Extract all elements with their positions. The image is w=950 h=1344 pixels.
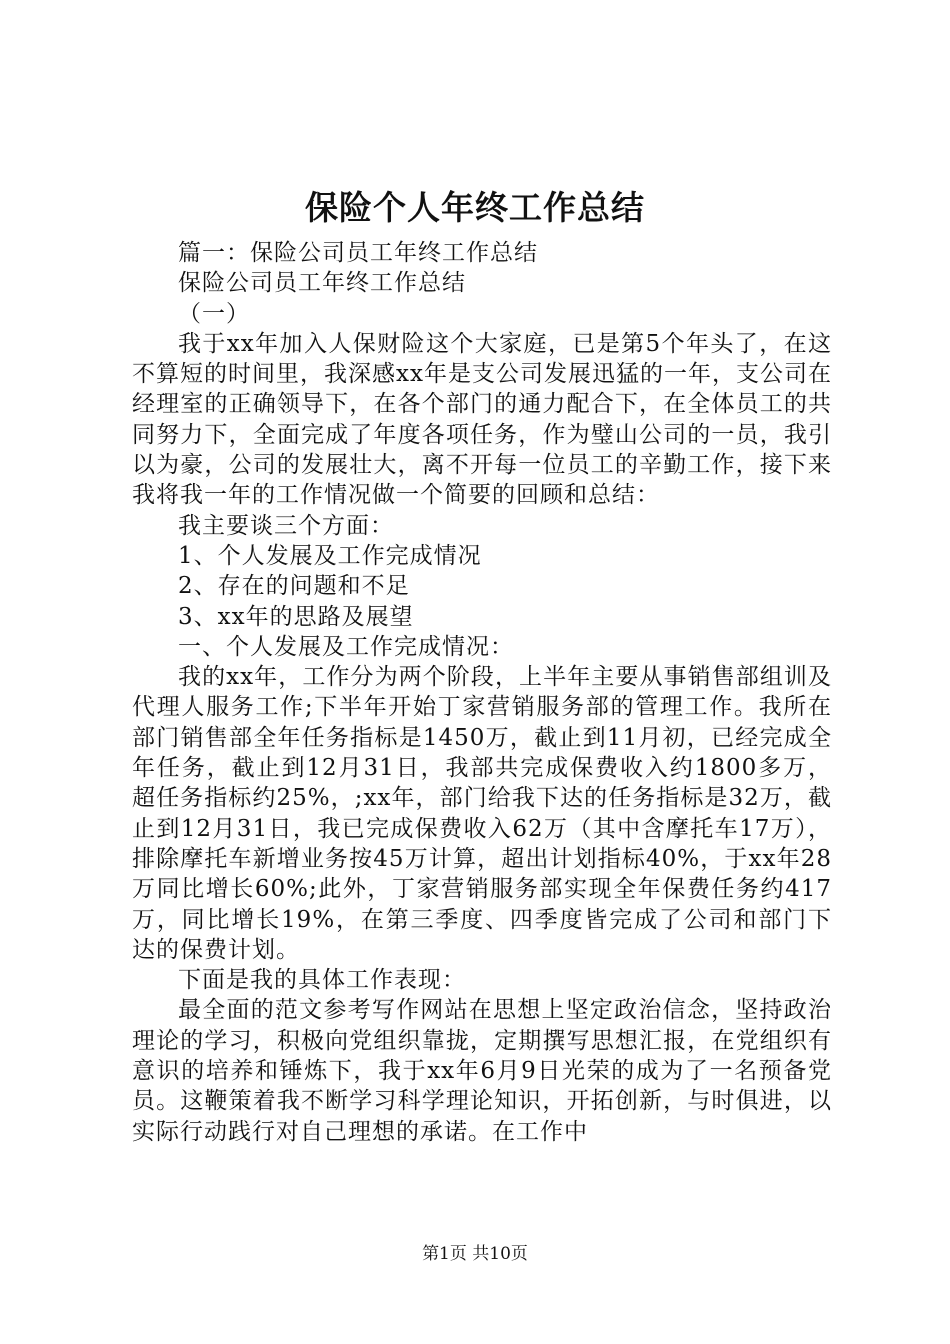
paragraph-three-aspects: 我主要谈三个方面： — [178, 512, 394, 539]
document-title: 保险个人年终工作总结 — [305, 188, 645, 227]
paragraph-performance-detail: 最全面的范文参考写作网站在思想上坚定政治信念，坚持政治理论的学习，积极向党组织靠拢，定期撰写思想汇报，在党组织有意识的培养和锤炼下，我于xx年6月9日光荣的成为了一名预备党员。这鞭策着我不断学习科学理论知识，开拓创新，与时俱进，以实际行动践行对自己理想的承诺。在工作中 — [132, 997, 832, 1145]
paragraph-section-heading: 篇一：保险公司员工年终工作总结 — [178, 240, 538, 266]
document-body — [132, 238, 832, 1147]
paragraph-intro: 我于xx年加入人保财险这个大家庭，已是第5个年头了，在这不算短的时间里，我深感xx年是支公司发展迅猛的一年，支公司在经理室的正确领导下，在各个部门的通力配合下，在全体员工的共同努力下，全面完成了年度各项任务，作为璧山公司的一员，我引以为豪，公司的发展壮大，离不开每一位员工的辛勤工作，接下来我将我一年的工作情况做一个简要的回顾和总结： — [132, 330, 832, 509]
paragraph-work-results: 我的xx年，工作分为两个阶段，上半年主要从事销售部组训及代理人服务工作;下半年开始丁家营销服务部的管理工作。我所在部门销售部全年任务指标是1450万，截止到11月初，已经完成全年任务，截止到12月31日，我部共完成保费收入约1800多万，超任务指标约25%，;xx年，部门给我下达的任务指标是32万，截止到12月31日，我已完成保费收入62万（其中含摩托车17万），排除摩托车新增业务按45万计算，超出计划指标40%，于xx年28万同比增长60%;此外，丁家营销服务部实现全年保费任务约417万，同比增长19%，在第三季度、四季度皆完成了公司和部门下达的保费计划。 — [132, 664, 832, 963]
paragraph-part-number: （一） — [178, 300, 250, 327]
paragraph-list-item-1: 1、个人发展及工作完成情况 — [178, 542, 482, 569]
paragraph-list-item-2: 2、存在的问题和不足 — [178, 573, 410, 600]
paragraph-performance-intro: 下面是我的具体工作表现： — [178, 967, 466, 994]
paragraph-list-item-3: 3、xx年的思路及展望 — [178, 603, 414, 630]
paragraph-subtitle: 保险公司员工年终工作总结 — [178, 270, 466, 297]
paragraph-heading-one: 一、个人发展及工作完成情况： — [178, 633, 514, 660]
page-footer: 第1页 共10页 — [422, 1244, 528, 1264]
